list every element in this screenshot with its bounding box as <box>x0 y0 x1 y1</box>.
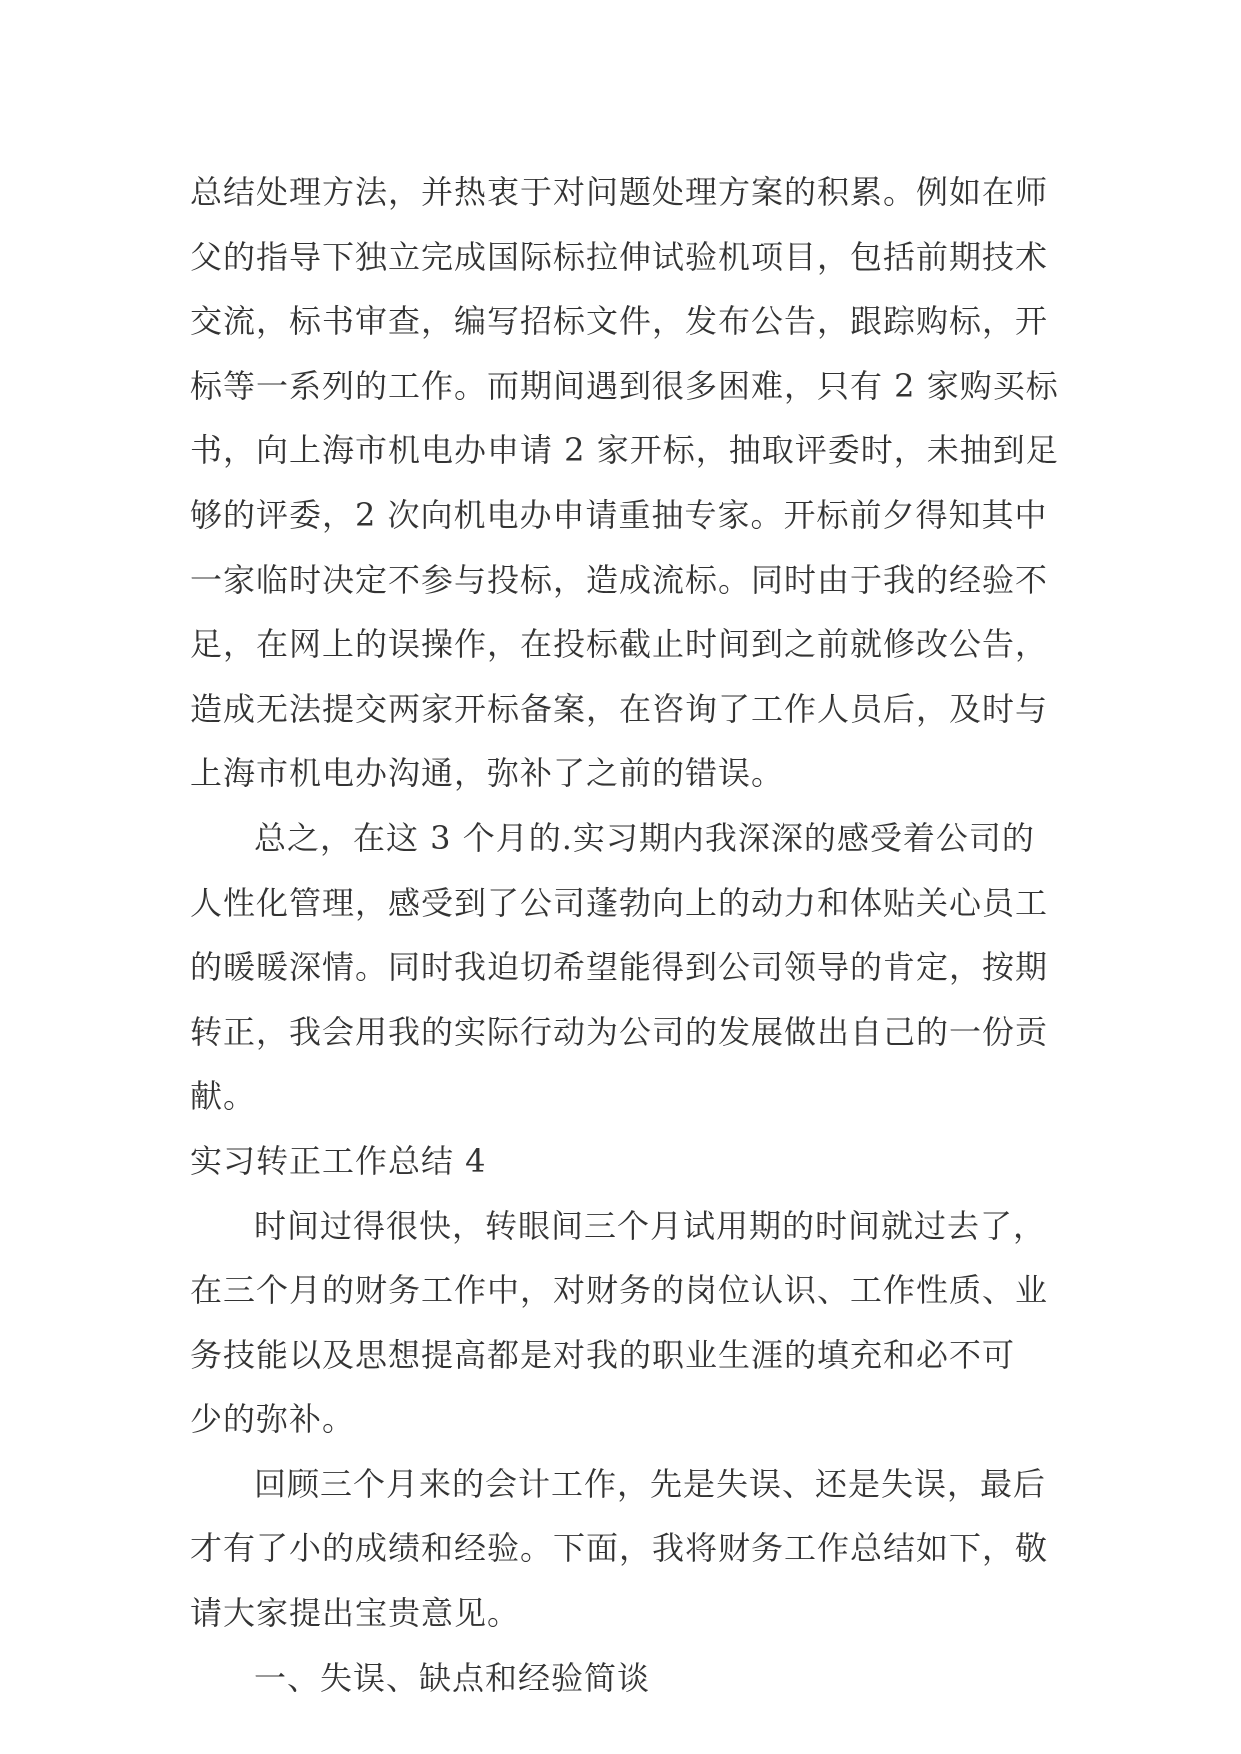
text-line: 父的指导下独立完成国际标拉伸试验机项目，包括前期技术 <box>190 237 1049 276</box>
subsection-heading: 一、失误、缺点和经验简谈 <box>254 1658 651 1697</box>
text-line: 够的评委，2 次向机电办申请重抽专家。开标前夕得知其中 <box>190 495 1048 534</box>
text-line: 上海市机电办沟通，弥补了之前的错误。 <box>190 754 785 793</box>
paragraph-start-line: 时间过得很快，转眼间三个月试用期的时间就过去了， <box>254 1206 1047 1245</box>
paragraph-start-line: 总之，在这 3 个月的.实习期内我深深的感受着公司的 <box>254 818 1035 857</box>
text-line: 总结处理方法，并热衷于对问题处理方案的积累。例如在师 <box>190 173 1049 211</box>
text-line: 献。 <box>190 1077 257 1116</box>
text-line: 才有了小的成绩和经验。下面，我将财务工作总结如下，敬 <box>190 1529 1049 1568</box>
paragraph-start-line: 回顾三个月来的会计工作，先是失误、还是失误，最后 <box>254 1464 1047 1503</box>
text-line: 的暖暖深情。同时我迫切希望能得到公司领导的肯定，按期 <box>190 948 1049 987</box>
text-line: 人性化管理，感受到了公司蓬勃向上的动力和体贴关心员工 <box>190 883 1049 922</box>
text-line: 标等一系列的工作。而期间遇到很多困难，只有 2 家购买标 <box>190 366 1059 405</box>
text-line: 转正，我会用我的实际行动为公司的发展做出自己的一份贡 <box>190 1012 1049 1051</box>
text-line: 务技能以及思想提高都是对我的职业生涯的填充和必不可 <box>190 1335 1016 1374</box>
text-line: 交流，标书审查，编写招标文件，发布公告，跟踪购标，开 <box>190 302 1049 341</box>
text-line: 请大家提出宝贵意见。 <box>190 1594 521 1633</box>
document-body <box>190 160 1060 1710</box>
text-line: 造成无法提交两家开标备案，在咨询了工作人员后，及时与 <box>190 689 1049 728</box>
text-line: 少的弥补。 <box>190 1400 356 1439</box>
text-line: 一家临时决定不参与投标，造成流标。同时由于我的经验不 <box>190 560 1049 599</box>
text-line: 足，在网上的误操作，在投标截止时间到之前就修改公告， <box>190 625 1049 664</box>
text-line: 书，向上海市机电办申请 2 家开标，抽取评委时，未抽到足 <box>190 431 1059 470</box>
text-line: 在三个月的财务工作中，对财务的岗位认识、工作性质、业 <box>190 1271 1049 1310</box>
section-heading: 实习转正工作总结 4 <box>190 1141 487 1180</box>
